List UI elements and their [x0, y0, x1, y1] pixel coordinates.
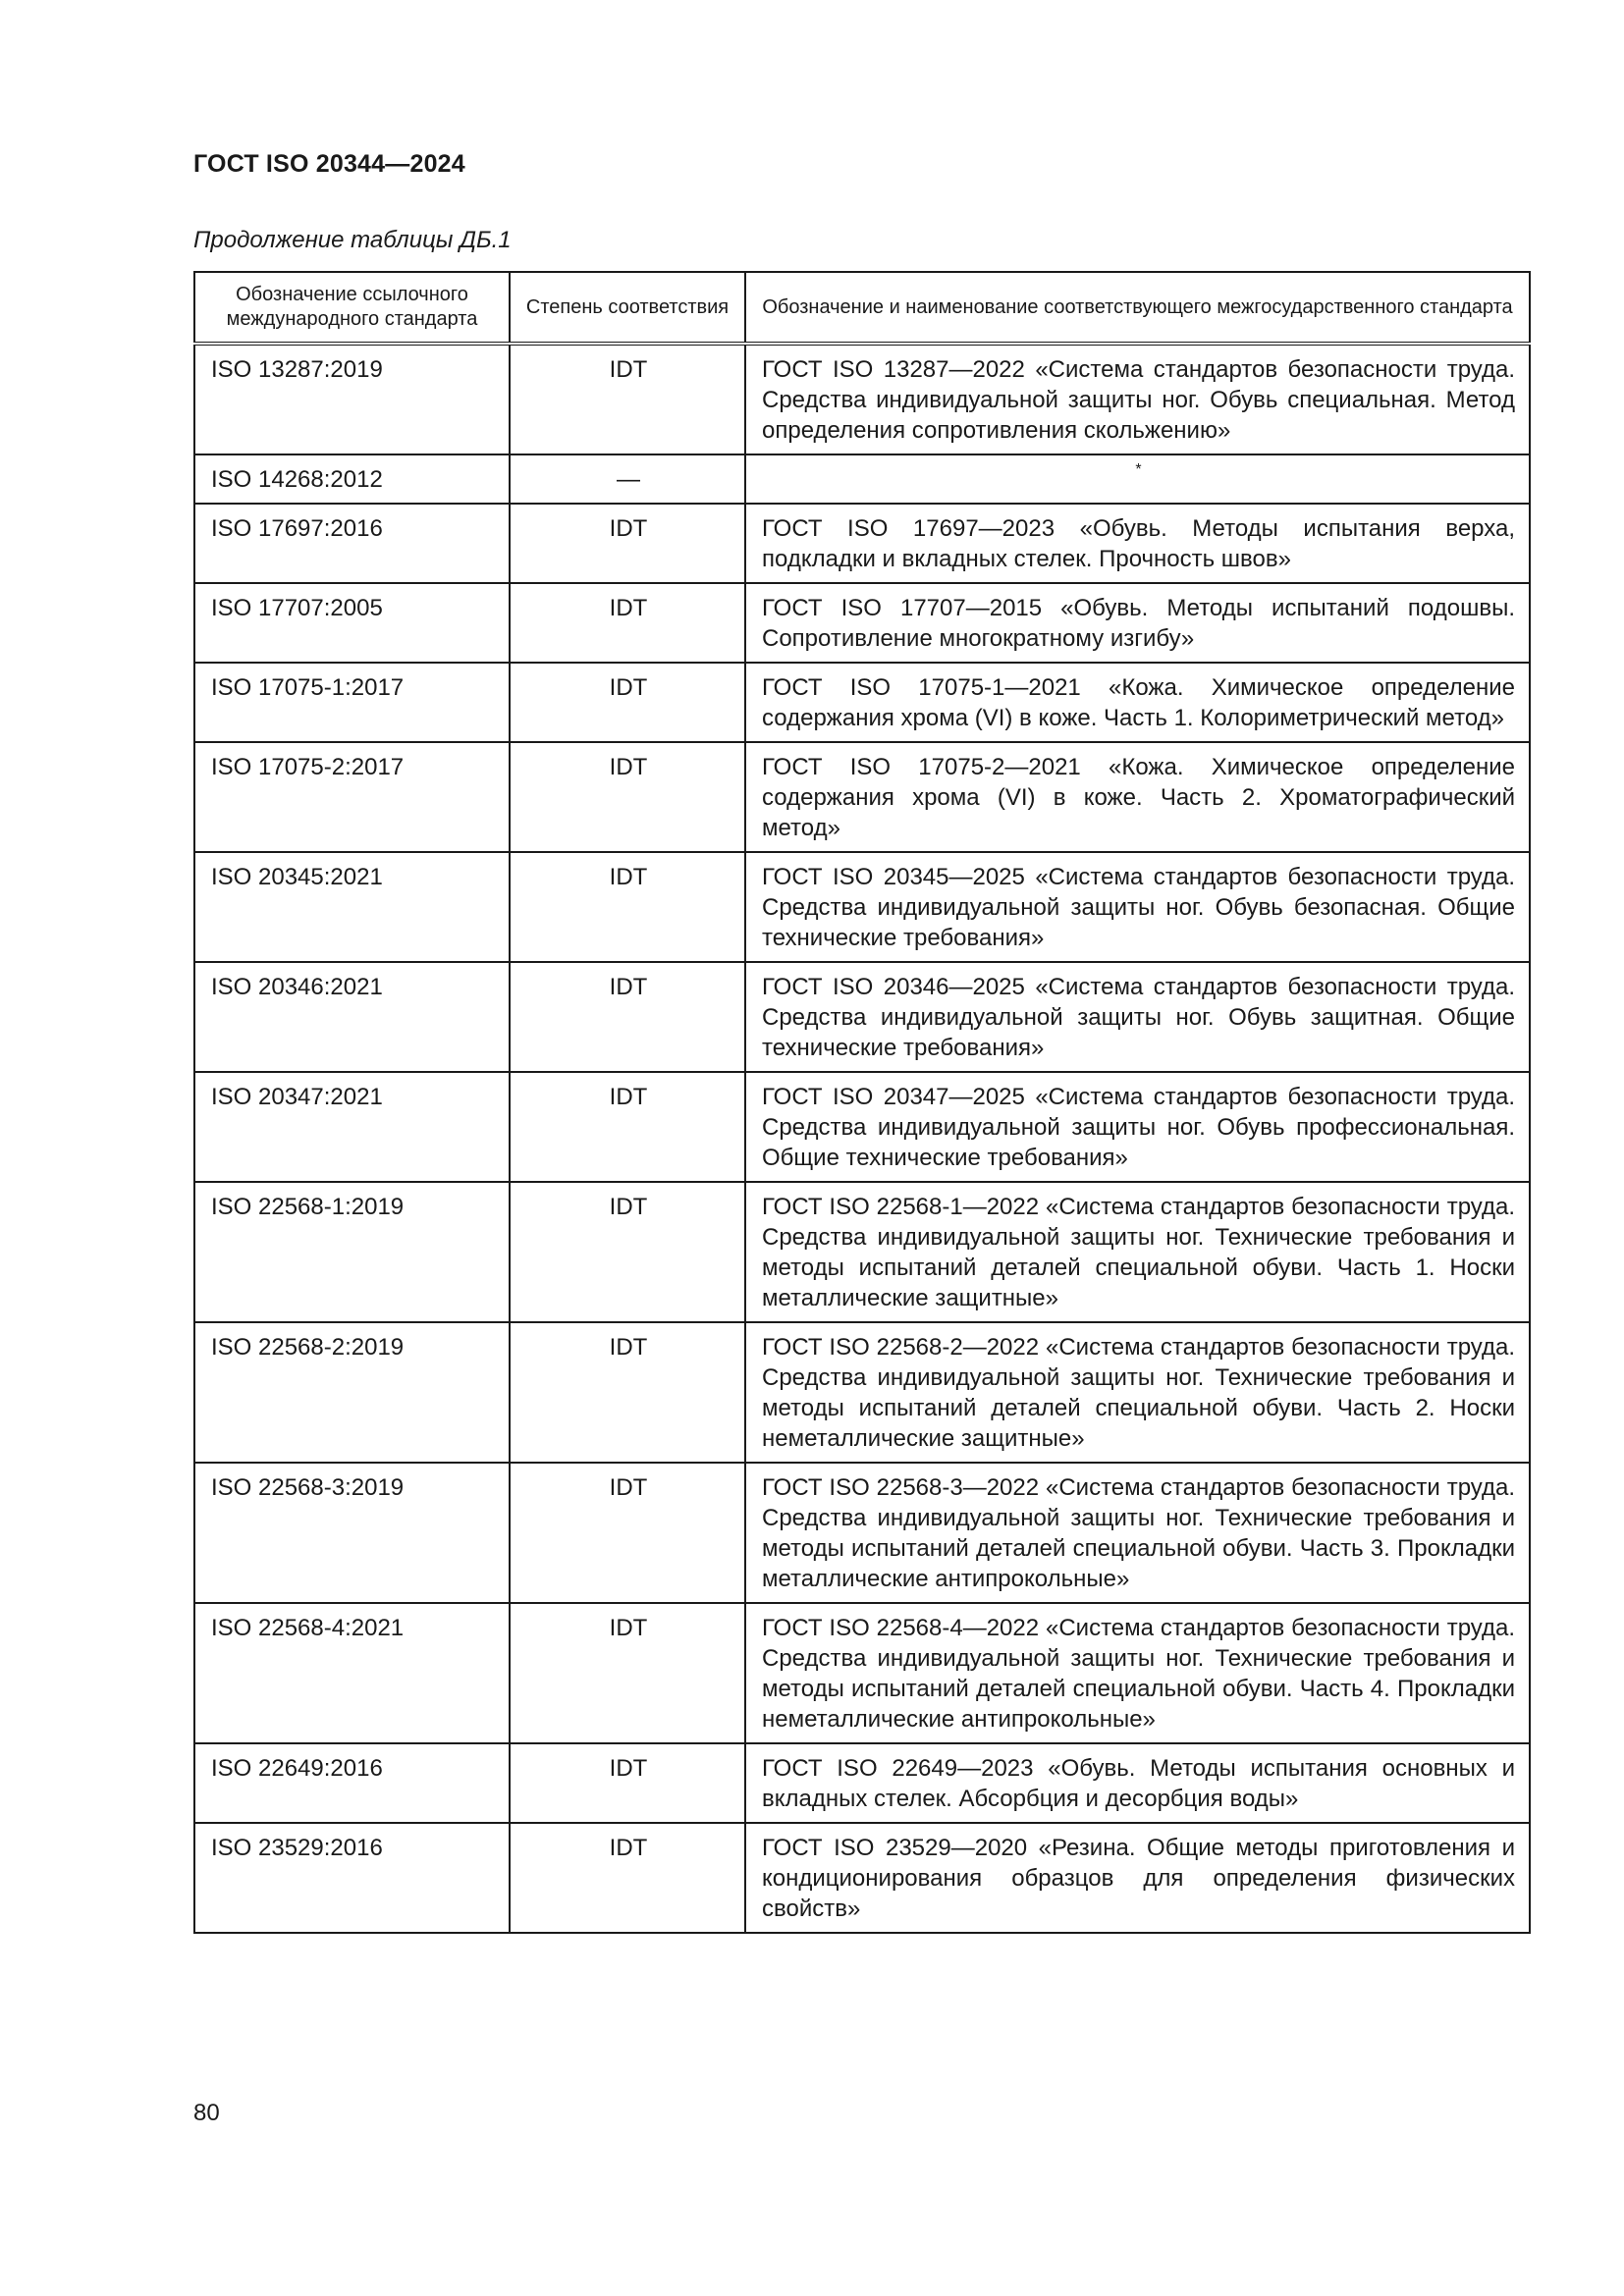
- degree-cell: IDT: [510, 1463, 745, 1603]
- degree-cell: IDT: [510, 344, 745, 454]
- degree-cell: IDT: [510, 583, 745, 663]
- degree-cell: IDT: [510, 962, 745, 1072]
- table-row: [194, 344, 1530, 454]
- reference-cell: ISO 20346:2021: [194, 962, 510, 1072]
- reference-cell: ISO 22568-1:2019: [194, 1182, 510, 1322]
- document-title: ГОСТ ISO 20344—2024: [193, 150, 465, 178]
- reference-cell: ISO 17697:2016: [194, 504, 510, 583]
- standard-name-cell: ГОСТ ISO 22568-4—2022 «Система стандартов безопасности труда. Средства индивидуальной защиты ног. Технические требования и методы испытаний деталей специальной обуви. Часть 4. Прокладки неметаллические антипрокольные»: [745, 1603, 1530, 1743]
- table-row: [194, 663, 1530, 742]
- degree-cell: IDT: [510, 1743, 745, 1823]
- reference-cell: ISO 17075-1:2017: [194, 663, 510, 742]
- degree-cell: IDT: [510, 1823, 745, 1933]
- reference-cell: ISO 23529:2016: [194, 1823, 510, 1933]
- reference-cell: ISO 17075-2:2017: [194, 742, 510, 852]
- reference-cell: ISO 22568-3:2019: [194, 1463, 510, 1603]
- table-row: [194, 1182, 1530, 1322]
- standard-name-cell: ГОСТ ISO 17707—2015 «Обувь. Методы испытаний подошвы. Сопротивление многократному изгибу»: [745, 583, 1530, 663]
- standard-name-cell: ГОСТ ISO 13287—2022 «Система стандартов безопасности труда. Средства индивидуальной защиты ног. Обувь специальная. Метод определения сопротивления скольжению»: [745, 344, 1530, 454]
- table-header-row: [194, 272, 1530, 344]
- reference-cell: ISO 13287:2019: [194, 344, 510, 454]
- table-row: [194, 1603, 1530, 1743]
- standard-name-cell: ГОСТ ISO 20346—2025 «Система стандартов безопасности труда. Средства индивидуальной защиты ног. Обувь защитная. Общие технические требования»: [745, 962, 1530, 1072]
- degree-cell: IDT: [510, 1603, 745, 1743]
- table-row: [194, 504, 1530, 583]
- degree-cell: IDT: [510, 1322, 745, 1463]
- table-row: [194, 962, 1530, 1072]
- table-row: [194, 742, 1530, 852]
- table-row: [194, 852, 1530, 962]
- table-row: [194, 1072, 1530, 1182]
- standard-name-cell: ГОСТ ISO 22568-2—2022 «Система стандартов безопасности труда. Средства индивидуальной защиты ног. Технические требования и методы испытаний деталей специальной обуви. Часть 2. Носки неметаллические защитные»: [745, 1322, 1530, 1463]
- standard-name-cell: ГОСТ ISO 22568-1—2022 «Система стандартов безопасности труда. Средства индивидуальной защиты ног. Технические требования и методы испытаний деталей специальной обуви. Часть 1. Носки металлические защитные»: [745, 1182, 1530, 1322]
- standard-name-cell: ГОСТ ISO 17697—2023 «Обувь. Методы испытания верха, подкладки и вкладных стелек. Прочность швов»: [745, 504, 1530, 583]
- degree-cell: —: [510, 454, 745, 504]
- reference-cell: ISO 20345:2021: [194, 852, 510, 962]
- reference-cell: ISO 22568-2:2019: [194, 1322, 510, 1463]
- degree-cell: IDT: [510, 1072, 745, 1182]
- header-degree: Степень соответствия: [510, 272, 745, 344]
- standard-name-cell: ГОСТ ISO 22649—2023 «Обувь. Методы испытания основных и вкладных стелек. Абсорбция и десорбция воды»: [745, 1743, 1530, 1823]
- table-row: [194, 1743, 1530, 1823]
- degree-cell: IDT: [510, 742, 745, 852]
- footnote-mark-cell: *: [745, 454, 1530, 504]
- table-row: [194, 583, 1530, 663]
- standard-name-cell: ГОСТ ISO 22568-3—2022 «Система стандартов безопасности труда. Средства индивидуальной защиты ног. Технические требования и методы испытаний деталей специальной обуви. Часть 3. Прокладки металлические антипрокольные»: [745, 1463, 1530, 1603]
- standard-name-cell: ГОСТ ISO 17075-2—2021 «Кожа. Химическое определение содержания хрома (VI) в коже. Часть 2. Хроматографический метод»: [745, 742, 1530, 852]
- page-number: 80: [193, 2100, 220, 2126]
- reference-cell: ISO 14268:2012: [194, 454, 510, 504]
- standards-table: [193, 271, 1531, 1934]
- reference-cell: ISO 17707:2005: [194, 583, 510, 663]
- table-caption: Продолжение таблицы ДБ.1: [193, 227, 512, 253]
- reference-cell: ISO 20347:2021: [194, 1072, 510, 1182]
- degree-cell: IDT: [510, 852, 745, 962]
- standard-name-cell: ГОСТ ISO 17075-1—2021 «Кожа. Химическое определение содержания хрома (VI) в коже. Часть 1. Колориметрический метод»: [745, 663, 1530, 742]
- table-row: [194, 454, 1530, 504]
- standard-name-cell: ГОСТ ISO 23529—2020 «Резина. Общие методы приготовления и кондиционирования образцов для определения физических свойств»: [745, 1823, 1530, 1933]
- reference-cell: ISO 22568-4:2021: [194, 1603, 510, 1743]
- standard-name-cell: ГОСТ ISO 20347—2025 «Система стандартов безопасности труда. Средства индивидуальной защиты ног. Обувь профессиональная. Общие технические требования»: [745, 1072, 1530, 1182]
- table-row: [194, 1322, 1530, 1463]
- degree-cell: IDT: [510, 504, 745, 583]
- table-row: [194, 1463, 1530, 1603]
- reference-cell: ISO 22649:2016: [194, 1743, 510, 1823]
- standard-name-cell: ГОСТ ISO 20345—2025 «Система стандартов безопасности труда. Средства индивидуальной защиты ног. Обувь безопасная. Общие технические требования»: [745, 852, 1530, 962]
- degree-cell: IDT: [510, 1182, 745, 1322]
- header-interstate-standard: Обозначение и наименование соответствующего межгосударственного стандарта: [745, 272, 1530, 344]
- header-reference-standard: Обозначение ссылочного международного стандарта: [194, 272, 510, 344]
- degree-cell: IDT: [510, 663, 745, 742]
- table-row: [194, 1823, 1530, 1933]
